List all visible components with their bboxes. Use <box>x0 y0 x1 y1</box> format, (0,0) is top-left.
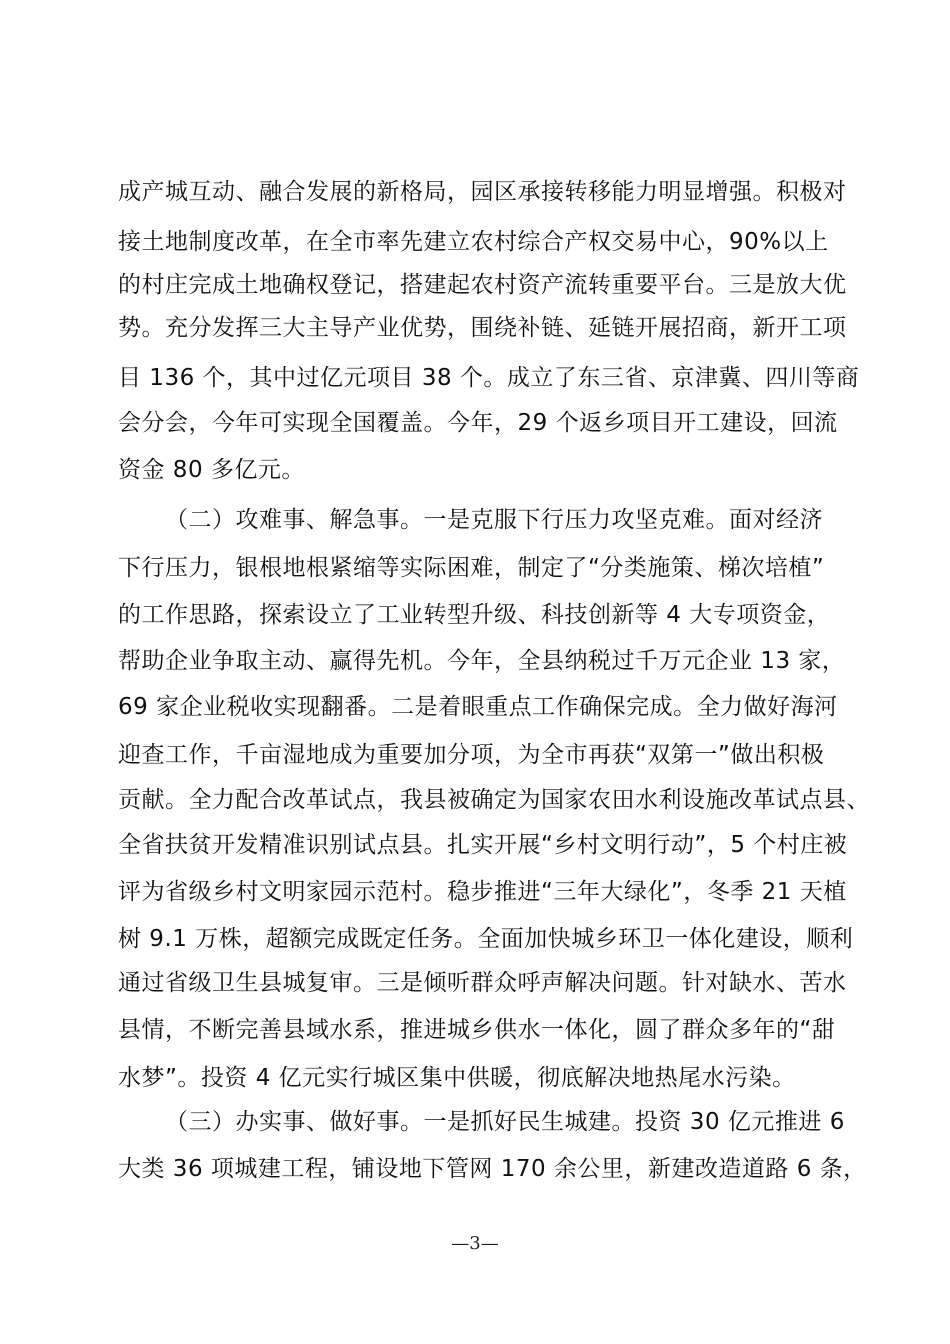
text-line: 成产城互动、融合发展的新格局，园区承接转移能力明显增强。积极对 <box>118 179 847 205</box>
text-line: （三）办实事、做好事。一是抓好民生城建。投资 30 亿元推进 6 <box>165 1109 845 1135</box>
text-line: 水梦”。投资 4 亿元实行城区集中供暖，彻底解决地热尾水污染。 <box>118 1065 796 1091</box>
text-line: 势。充分发挥三大主导产业优势，围绕补链、延链开展招商，新开工项 <box>118 315 847 341</box>
text-line: 迎查工作，千亩湿地成为重要加分项，为全市再获“双第一”做出积极 <box>118 742 825 768</box>
text-line: 下行压力，银根地根紧缩等实际困难，制定了“分类施策、梯次培植” <box>118 555 825 581</box>
text-line: 大类 36 项城建工程，铺设地下管网 170 余公里，新建改造道路 6 条， <box>118 1156 867 1182</box>
text-line: 帮助企业争取主动、赢得先机。今年，全县纳税过千万元企业 13 家， <box>118 648 846 674</box>
text-line: 通过省级卫生县城复审。三是倾听群众呼声解决问题。针对缺水、苦水 <box>118 970 847 996</box>
text-line: 目 136 个，其中过亿元项目 38 个。成立了东三省、京津冀、四川等商 <box>118 365 860 391</box>
text-line: 评为省级乡村文明家园示范村。稳步推进“三年大绿化”，冬季 21 天植 <box>118 879 847 905</box>
text-line: 69 家企业税收实现翻番。二是着眼重点工作确保完成。全力做好海河 <box>118 694 838 720</box>
text-line: 接土地制度改革，在全市率先建立农村综合产权交易中心，90%以上 <box>118 229 829 255</box>
text-line: 树 9.1 万株，超额完成既定任务。全面加快城乡环卫一体化建设，顺利 <box>118 926 854 952</box>
text-line: 的村庄完成土地确权登记，搭建起农村资产流转重要平台。三是放大优 <box>118 272 847 298</box>
text-line: 资金 80 多亿元。 <box>118 457 305 483</box>
text-line: 的工作思路，探索设立了工业转型升级、科技创新等 4 大专项资金， <box>118 602 831 628</box>
text-line: 全省扶贫开发精准识别试点县。扎实开展“乡村文明行动”，5 个村庄被 <box>118 832 848 858</box>
text-line: 县情，不断完善县域水系，推进城乡供水一体化，圆了群众多年的“甜 <box>118 1017 836 1043</box>
text-line: 贡献。全力配合改革试点，我县被确定为国家农田水利设施改革试点县、 <box>118 787 870 813</box>
page-number: —3— <box>451 1233 499 1254</box>
text-line: （二）攻难事、解急事。一是克服下行压力攻坚克难。面对经济 <box>165 507 823 533</box>
text-line: 会分会，今年可实现全国覆盖。今年，29 个返乡项目开工建设，回流 <box>118 410 838 436</box>
